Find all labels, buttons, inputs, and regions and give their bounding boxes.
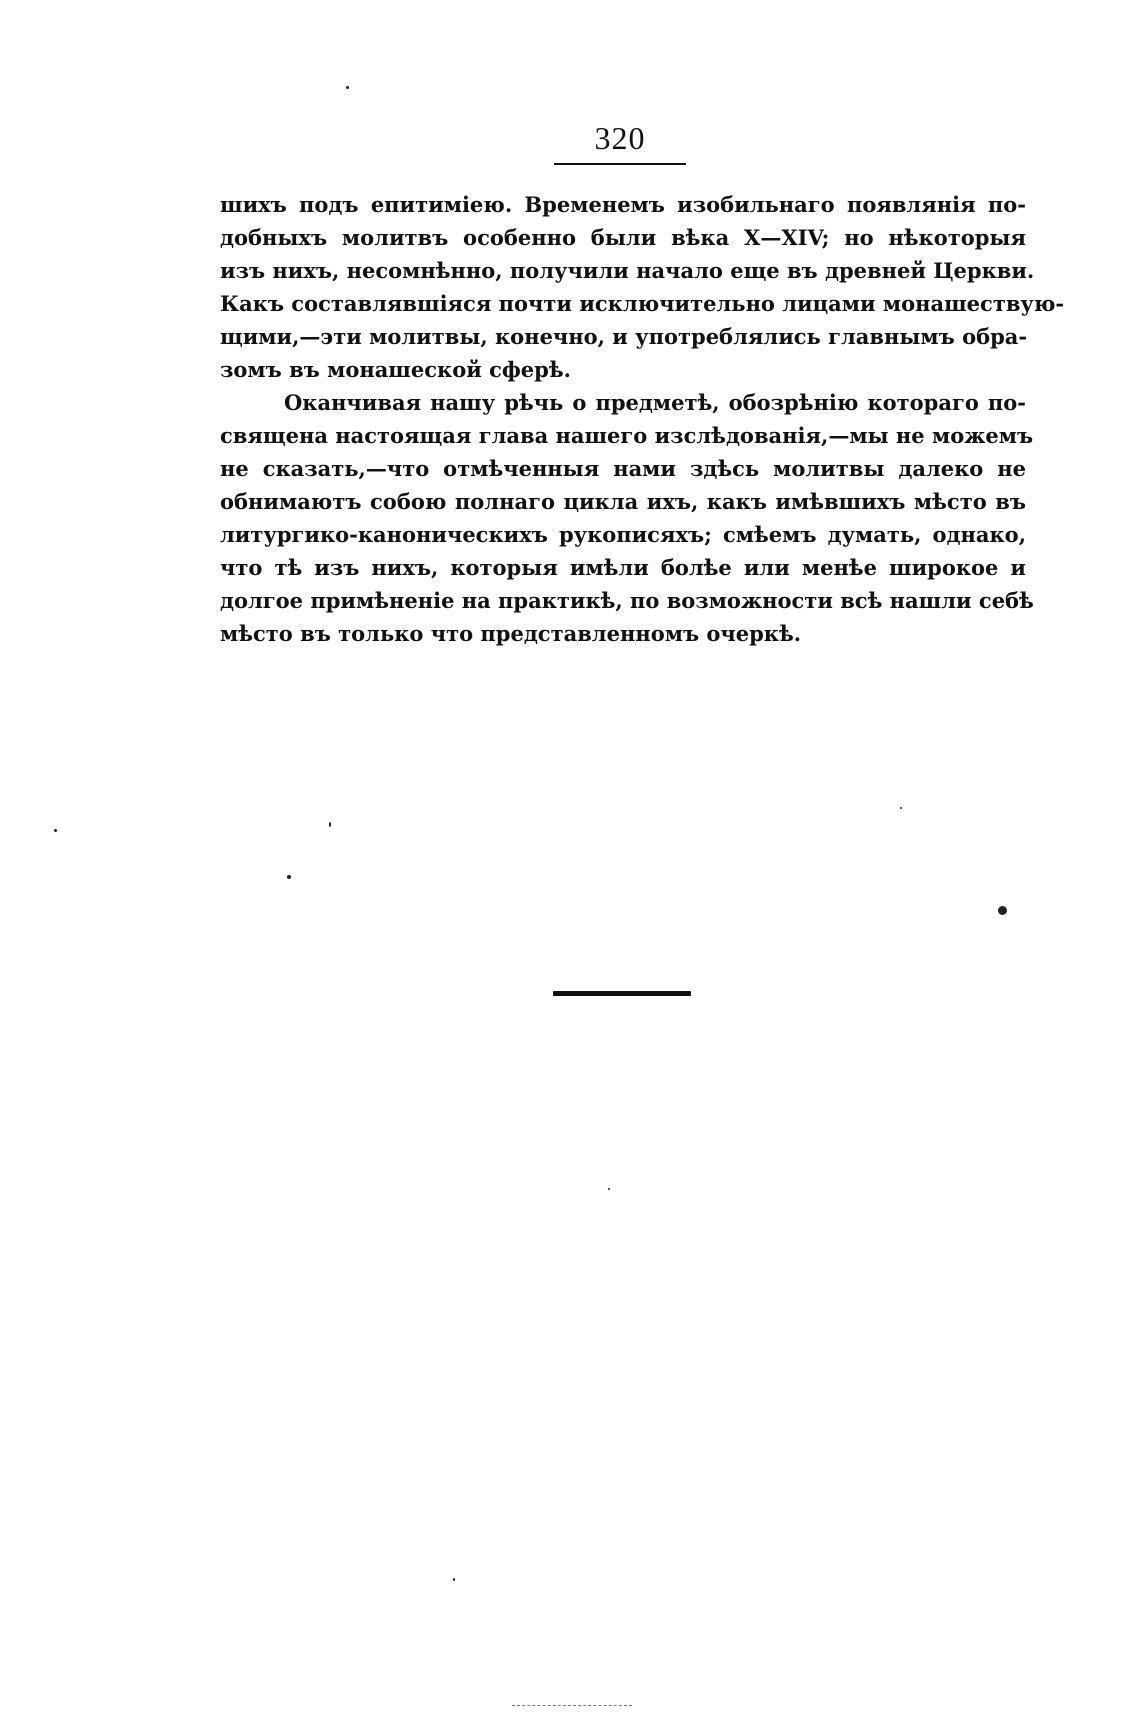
text-line: священа настоящая глава нашего изслѣдованія,—мы не можемъ (220, 423, 1034, 448)
paragraph-1 (220, 188, 1065, 386)
text-line: мѣсто въ только что представленномъ очеркѣ. (220, 621, 802, 646)
text-line: что тѣ изъ нихъ, которыя имѣли болѣе или менѣе широкое и (220, 555, 1026, 580)
end-rule (553, 991, 691, 996)
text-line: изъ нихъ, несомнѣнно, получили начало еще въ древней Церкви. (220, 258, 1035, 283)
scan-speck (453, 1578, 455, 1581)
scan-speck (900, 807, 902, 809)
text-line: обнимаютъ собою полнаго цикла ихъ, какъ имѣвшихъ мѣсто въ (220, 489, 1026, 514)
text-line: зомъ въ монашеской сферѣ. (220, 357, 571, 382)
scan-speck (998, 906, 1007, 915)
paragraph-2 (220, 386, 1034, 650)
text-line: шихъ подъ епитиміею. Временемъ изобильнаго появлянія по- (220, 192, 1026, 217)
scan-speck (346, 86, 349, 89)
text-line: литургико-каноническихъ рукописяхъ; смѣемъ думать, однако, (220, 522, 1026, 547)
scan-speck (329, 822, 331, 827)
body-text (220, 188, 1065, 650)
page-number-rule (554, 163, 686, 165)
scan-speck (54, 829, 57, 832)
text-line: добныхъ молитвъ особенно были вѣка X—XIV; но нѣкоторыя (220, 225, 1026, 250)
text-line: долгое примѣненіе на практикѣ, по возможности всѣ нашли себѣ (220, 588, 1034, 613)
footer-rule (512, 1705, 632, 1707)
scan-speck (608, 1188, 610, 1190)
text-line: Оканчивая нашу рѣчь о предметѣ, обозрѣнію котораго по- (284, 390, 1026, 415)
scan-speck (287, 875, 291, 879)
text-line: Какъ составлявшіяся почти исключительно лицами монашествую- (220, 291, 1065, 316)
text-line: щими,—эти молитвы, конечно, и употреблялись главнымъ обра- (220, 324, 1028, 349)
page-number: 320 (594, 120, 646, 156)
text-line: не сказать,—что отмѣченныя нами здѣсь молитвы далеко не (220, 456, 1026, 481)
